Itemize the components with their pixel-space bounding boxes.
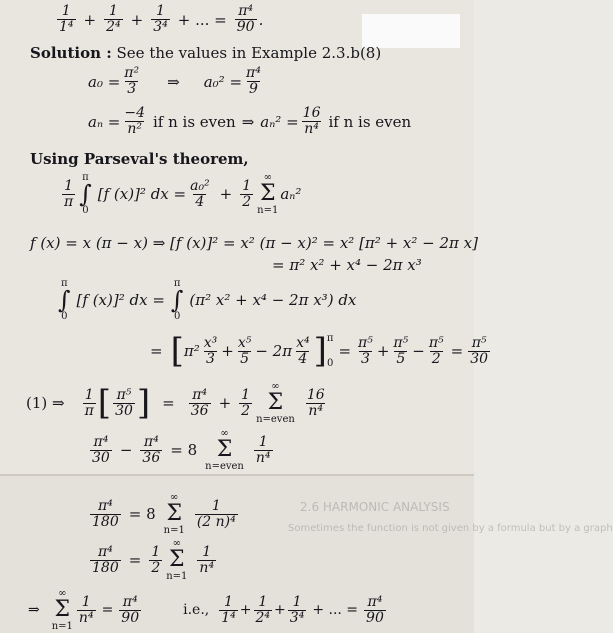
fraction: $\frac{\text{π⁵}}{30}$ <box>115 386 133 419</box>
fx-expansion-line: f (x) = x (π − x) ⇒ [f (x)]² = x² (π − x)² = x² [π² + x² − 2π x] <box>30 234 478 252</box>
fraction: $\frac{1}{\text{n⁴}}$ <box>255 433 271 466</box>
fraction: $\frac{1}{\text{1⁴}}$ <box>221 593 236 626</box>
parseval-heading: Using Parseval's theorem, <box>30 150 249 168</box>
fraction: $\frac{1}{\pi}$ <box>84 386 94 419</box>
fraction: $\frac{1}{\text{(2 n)⁴}}$ <box>196 497 236 530</box>
fx-expansion-result: = π² x² + x⁴ − 2π x³ <box>272 256 422 274</box>
parseval-equation: $\frac{1}{\pi}$ π ∫ 0 [f (x)]² dx = $\frac{\text{a₀²}}{4}$ + $\frac{1}{2}$ ∞ Σ n=1 aₙ² <box>64 172 302 216</box>
fraction: $\frac{\text{π⁵}}{3}$ <box>358 334 373 367</box>
integral-sign: π 0 <box>326 333 334 369</box>
summation-sign: ∞ Σ n=even <box>256 381 295 425</box>
top-series-equation: $\frac{1}{\text{1⁴}}$ + $\frac{1}{\text{2⁴}}$ + $\frac{1}{\text{3⁴}}$ + ... = $\frac{\text{π⁴}}{90}$ . <box>59 3 264 35</box>
fraction: $\frac{1}{\text{3⁴}}$ <box>153 3 168 35</box>
step-4-equation: $\frac{\text{π⁴}}{180}$ = $\frac{1}{2}$ ∞ Σ n=1 $\frac{1}{\text{n⁴}}$ <box>92 538 215 582</box>
an-equation: aₙ = $\frac{-4}{\text{n²}}$ if n is even ⇒ aₙ² = $\frac{16}{\text{n⁴}}$ if n is even <box>88 105 412 137</box>
fraction: $\frac{\text{π⁴}}{90}$ <box>236 3 255 35</box>
fraction: $\frac{\text{π²}}{3}$ <box>124 65 140 97</box>
fraction: $\frac{1}{\pi}$ <box>64 177 74 210</box>
integral-sign: π ∫ 0 <box>79 172 92 216</box>
fraction: $\frac{1}{\text{1⁴}}$ <box>59 3 74 35</box>
fraction: $\frac{\text{π⁵}}{2}$ <box>428 334 444 367</box>
fraction: $\frac{\text{π⁴}}{90}$ <box>121 593 140 626</box>
step-3-equation: $\frac{\text{π⁴}}{180}$ = 8 ∞ Σ n=1 $\frac{1}{\text{(2 n)⁴}}$ <box>92 492 236 536</box>
fraction: $\frac{\text{x³}}{3}$ <box>203 334 218 367</box>
a0-equation: a₀ = $\frac{\text{π²}}{3}$ ⇒ a₀² = $\frac{\text{π⁴}}{9}$ <box>88 65 261 97</box>
fraction: $\frac{\text{π⁴}}{36}$ <box>190 386 209 419</box>
fraction: $\frac{\text{x⁴}}{4}$ <box>296 334 310 367</box>
summation-sign: ∞ Σ n=even <box>205 428 244 472</box>
solution-label: Solution : <box>30 44 112 62</box>
final-equation: ⇒ ∞ Σ n=1 $\frac{1}{\text{n⁴}}$ = $\frac{\text{π⁴}}{90}$ i.e., $\frac{1}{\text{1⁴}}$ + $\frac{1}{\text{2⁴}}$ + $\frac{1}{\text{3⁴}}$ + ... = $\frac{\text{π⁴}}{90}$ <box>28 588 384 632</box>
fraction: $\frac{1}{\text{2⁴}}$ <box>255 593 271 626</box>
fraction: $\frac{1}{\text{n⁴}}$ <box>199 543 215 576</box>
fraction: $\frac{1}{\text{n⁴}}$ <box>78 593 94 626</box>
fraction: $\frac{1}{2}$ <box>242 177 252 210</box>
fraction: $\frac{16}{\text{n⁴}}$ <box>302 105 321 137</box>
summation-sign: ∞ Σ n=1 <box>257 172 279 216</box>
fraction: $\frac{\text{π⁵}}{5}$ <box>393 334 409 367</box>
fraction: $\frac{\text{π⁴}}{180}$ <box>92 543 119 576</box>
fraction: $\frac{1}{\text{3⁴}}$ <box>289 593 305 626</box>
step-2-equation: $\frac{\text{π⁴}}{30}$ − $\frac{\text{π⁴}}{36}$ = 8 ∞ Σ n=even $\frac{1}{\text{n⁴}}$ <box>92 428 271 472</box>
summation-sign: ∞ Σ n=1 <box>166 538 188 582</box>
solution-text: See the values in Example 2.3.b(8) <box>116 44 382 62</box>
step-1-equation: (1) ⇒ $\frac{1}{\pi}$ [ $\frac{\text{π⁵}}{30}$ ] = $\frac{\text{π⁴}}{36}$ + $\frac{1}{2}$ ∞ Σ n=even $\frac{16}{\text{n⁴}}$ <box>26 381 325 425</box>
fraction: $\frac{\text{x⁵}}{5}$ <box>237 334 252 367</box>
bleed-through-heading: 2.6 HARMONIC ANALYSIS <box>300 500 450 514</box>
integral-sign: π ∫ 0 <box>58 278 71 322</box>
summation-sign: ∞ Σ n=1 <box>163 492 185 536</box>
fraction: $\frac{1}{\text{2⁴}}$ <box>106 3 121 35</box>
fraction: $\frac{\text{π⁴}}{30}$ <box>92 433 110 466</box>
scan-separator <box>0 474 474 476</box>
integral-equation: π ∫ 0 [f (x)]² dx = π ∫ 0 (π² x² + x⁴ − 2π x³) dx <box>58 278 357 322</box>
evaluation-equation: = [ π² $\frac{\text{x³}}{3}$ + $\frac{\text{x⁵}}{5}$ − 2π $\frac{\text{x⁴}}{4}$ ] π 0 = $\frac{\text{π⁵}}{3}$ + $\frac{\text{π⁵}}{5}$ − $\frac{\text{π⁵}}{2}$ = $\frac{\text{π⁵}}{30}$ <box>150 331 489 371</box>
fraction: $\frac{\text{π⁴}}{90}$ <box>366 593 384 626</box>
fraction: $\frac{\text{a₀²}}{4}$ <box>190 177 210 210</box>
fraction: $\frac{1}{2}$ <box>241 386 251 419</box>
fraction: $\frac{-4}{\text{n²}}$ <box>124 105 145 137</box>
fraction: $\frac{16}{\text{n⁴}}$ <box>306 386 325 419</box>
fraction: $\frac{1}{2}$ <box>151 543 161 576</box>
bleed-through-text: Sometimes the function is not given by a formula but by a graph <box>288 523 613 534</box>
summation-sign: ∞ Σ n=1 <box>51 588 73 632</box>
solution-line <box>30 44 381 62</box>
redaction-box <box>362 14 460 48</box>
fraction: $\frac{\text{π⁴}}{180}$ <box>92 497 119 530</box>
fraction: $\frac{\text{π⁵}}{30}$ <box>470 334 489 367</box>
integral-sign: π ∫ 0 <box>170 278 184 322</box>
fraction: $\frac{\text{π⁴}}{9}$ <box>246 65 261 97</box>
fraction: $\frac{\text{π⁴}}{36}$ <box>142 433 161 466</box>
